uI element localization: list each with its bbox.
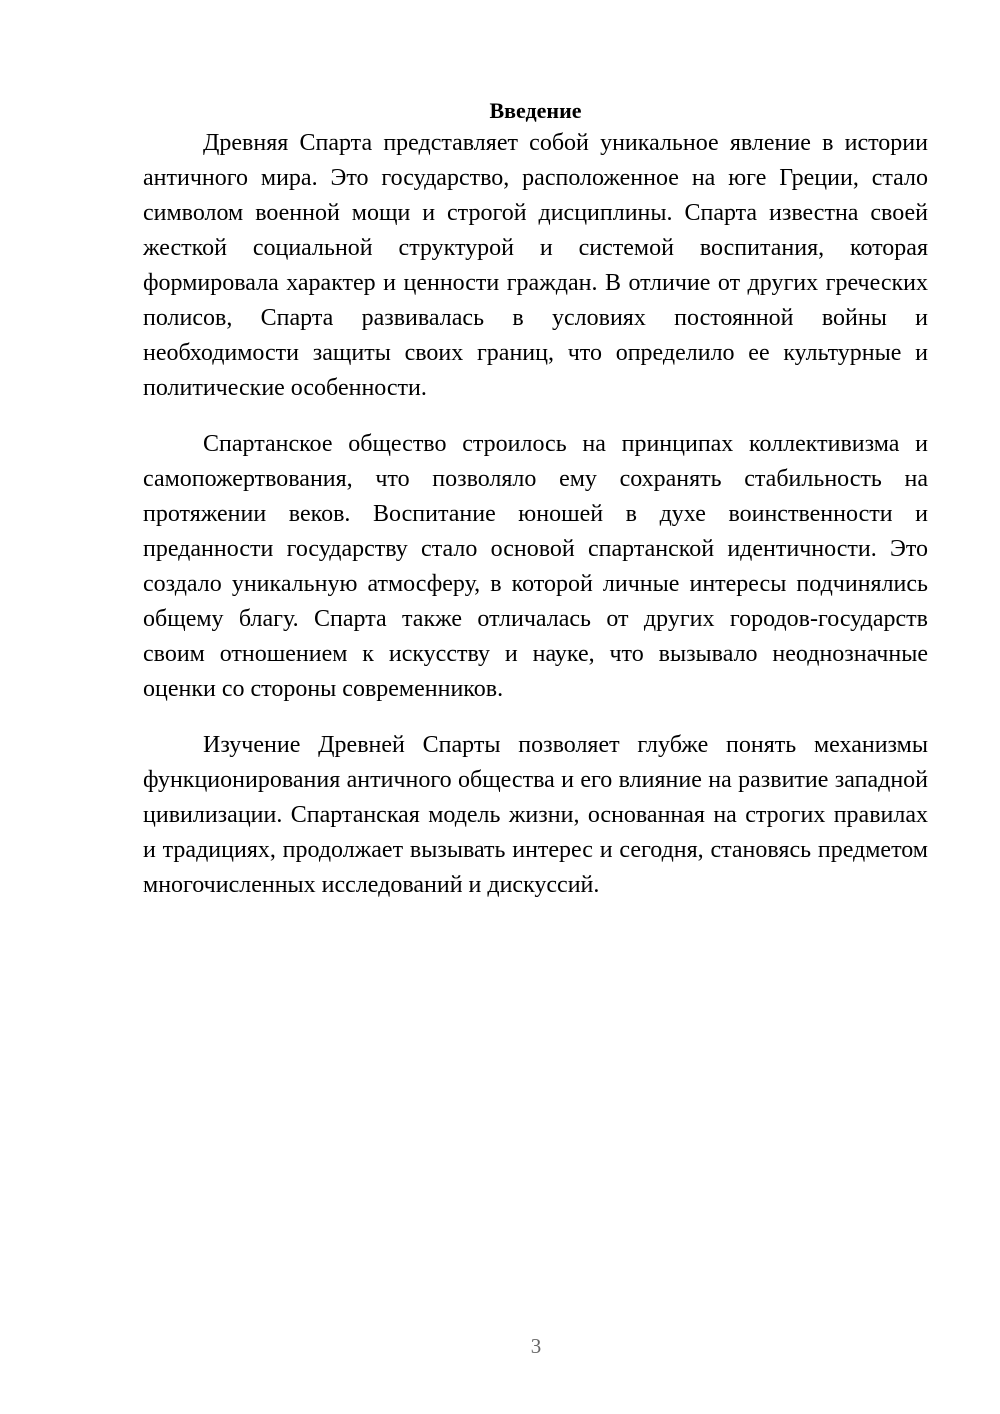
page-number: 3 [530, 1334, 542, 1358]
paragraph-1: Древняя Спарта представляет собой уникальное явление в истории античного мира. Это государство, расположенное на юге Греции, стало символом военной мощи и строгой дисциплины. Спарта известна своей жесткой социальной структурой и системой воспитания, которая формировала характер и ценности граждан. В отличие от других греческих полисов, Спарта развивалась в условиях постоянной войны и необходимости защиты своих границ, что определило ее культурные и политические особенности. [143, 130, 928, 401]
paragraph-2: Спартанское общество строилось на принципах коллективизма и самопожертвования, что позволяло ему сохранять стабильность на протяжении веков. Воспитание юношей в духе воинственности и преданности государству стало основой спартанской идентичности. Это создало уникальную атмосферу, в которой личные интересы подчинялись общему благу. Спарта также отличалась от других городов-государств своим отношением к искусству и науке, что вызывало неоднозначные оценки со стороны современников. [143, 431, 928, 702]
paragraph-3: Изучение Древней Спарты позволяет глубже понять механизмы функционирования античного общества и его влияние на развитие западной цивилизации. Спартанская модель жизни, основанная на строгих правилах и традициях, продолжает вызывать интерес и сегодня, становясь предметом многочисленных исследований и дискуссий. [143, 732, 928, 898]
document-body [143, 96, 928, 903]
section-title: Введение [489, 98, 582, 123]
